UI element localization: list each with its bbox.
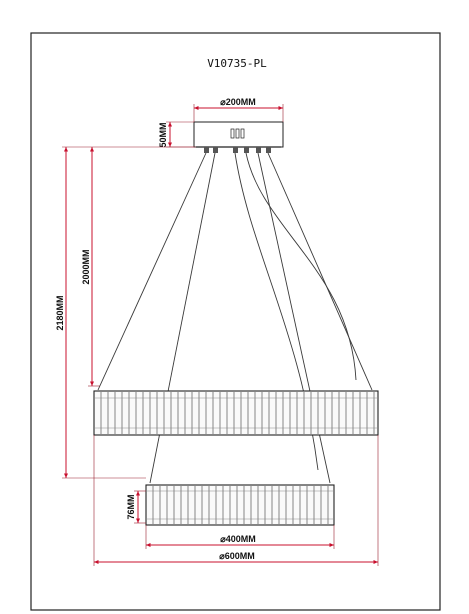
dimension-small-ring-diameter [146,525,334,549]
total-height-label: 2180MM [55,295,65,331]
canopy-diameter-label: ⌀200MM [220,97,256,107]
dimension-ring-height [126,491,146,523]
ring-height-label: 76MM [126,494,136,520]
model-title: V10735-PL [207,57,267,70]
dimension-suspension-length [81,147,100,386]
canopy-height-label: 50MM [158,122,168,148]
large-crystal-ring [94,391,378,435]
canopy [194,122,283,153]
dimension-canopy-height [158,122,194,148]
small-crystal-ring [146,485,334,525]
dimension-canopy-diameter [194,97,283,122]
small-ring-diameter-label: ⌀400MM [220,534,256,544]
large-ring-diameter-label: ⌀600MM [219,551,255,561]
suspension-length-label: 2000MM [81,249,91,285]
